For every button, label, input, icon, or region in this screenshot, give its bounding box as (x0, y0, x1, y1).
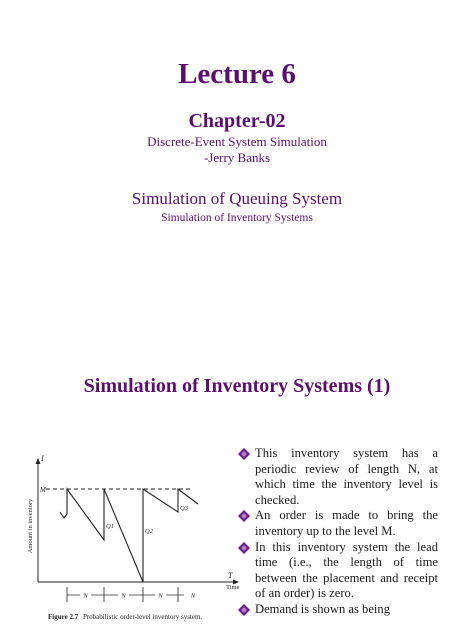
period-label: N (190, 592, 196, 600)
order-label-q2: Q2 (145, 528, 153, 535)
bullet-text: In this inventory system the lead time (i.e., the length of time between the placement and receipt of an order) is zero. (255, 539, 438, 601)
bullet-text: This inventory system has a periodic review of length N, at which time the inventory level is checked. (255, 446, 438, 507)
y-axis-symbol: I (41, 454, 44, 463)
book-title: Discrete-Event System Simulation (147, 134, 327, 149)
inventory-path (60, 489, 198, 582)
bullet-list (238, 446, 438, 618)
bullet-item (238, 602, 438, 618)
figure-caption-number: Figure 2.7 (48, 613, 79, 621)
bullet-text: Demand is shown as being (255, 601, 391, 616)
lecture-title: Lecture 6 (178, 58, 296, 90)
chapter-heading: Chapter-02 (188, 110, 286, 132)
slide-title: Simulation of Inventory Systems (1) (83, 375, 391, 397)
y-axis-arrow-icon (36, 458, 41, 464)
bullet-item (238, 508, 438, 539)
bullet-item (238, 446, 438, 508)
level-label: M (40, 486, 46, 494)
topic-heading: Simulation of Queuing System (131, 189, 343, 208)
inventory-figure (27, 452, 245, 632)
x-axis-word: Time (226, 584, 240, 591)
book-author: -Jerry Banks (203, 150, 271, 165)
order-label-q3: Q3 (180, 505, 188, 512)
period-label: N (83, 592, 88, 600)
bullet-text: An order is made to bring the inventory up to the level M. (255, 508, 438, 538)
order-label-q1: Q1 (106, 523, 114, 530)
y-axis-label: Amount in inventory (27, 498, 34, 554)
diamond-bullet-icon (238, 604, 250, 616)
period-label: N (121, 592, 126, 600)
figure-caption (48, 613, 202, 621)
diamond-bullet-icon (238, 542, 250, 554)
subtopic-heading: Simulation of Inventory Systems (161, 212, 313, 224)
bullet-item (238, 540, 438, 602)
diamond-bullet-icon (238, 448, 250, 460)
period-label: N (158, 592, 163, 600)
x-axis-symbol: T (228, 571, 233, 580)
figure-caption-text: Probabilistic order-level inventory system. (82, 613, 203, 621)
diamond-bullet-icon (238, 510, 250, 522)
